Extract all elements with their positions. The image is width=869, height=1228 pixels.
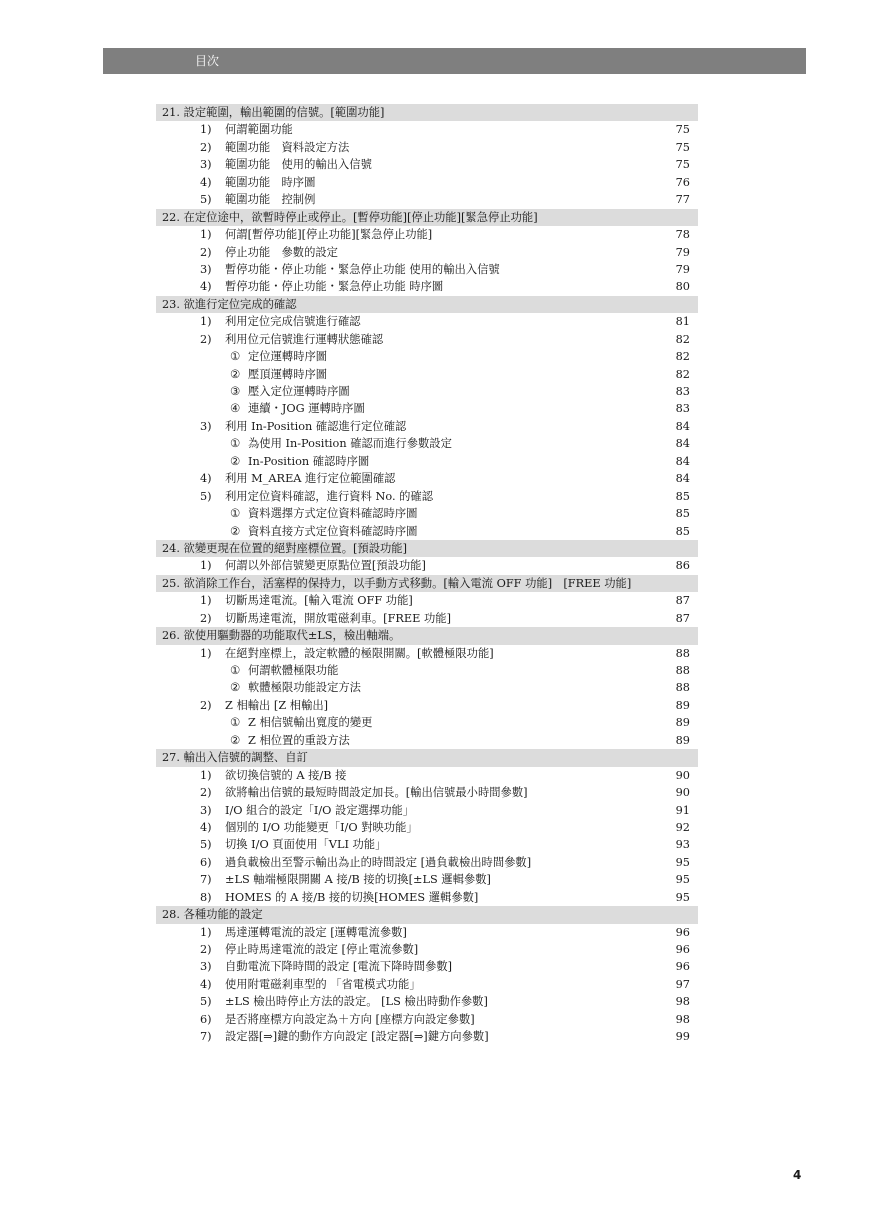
item-page-number: 86 — [675, 559, 690, 573]
circled-number: ① — [230, 437, 241, 451]
item-title: HOMES 的 A 接/B 接的切換[HOMES 邏輯參數] — [225, 890, 479, 904]
item-page-number: 75 — [675, 140, 690, 154]
toc-item[interactable] — [156, 470, 698, 487]
item-title: Z 相信號輸出寬度的變更 — [248, 716, 373, 730]
item-number: 1) — [200, 123, 212, 137]
item-page-number: 88 — [675, 646, 690, 660]
item-title: 個別的 I/O 功能變更「I/O 對映功能」 — [225, 820, 418, 834]
toc-section-heading[interactable] — [156, 104, 698, 121]
section-title: 22. 在定位途中，欲暫時停止或停止。[暫停功能][停止功能][緊急停止功能] — [162, 210, 538, 224]
toc-item[interactable] — [156, 819, 698, 836]
item-number: 2) — [200, 332, 212, 346]
toc-item[interactable] — [156, 331, 698, 348]
item-number: 1) — [200, 315, 212, 329]
toc-item[interactable] — [156, 941, 698, 958]
item-title: 範圍功能 資料設定方法 — [225, 140, 350, 154]
header-bar — [103, 48, 806, 74]
toc-item[interactable] — [156, 156, 698, 173]
section-title: 28. 各種功能的設定 — [162, 908, 263, 922]
toc-subitem[interactable] — [156, 435, 698, 452]
item-title: 欲切換信號的 A 接/B 接 — [225, 768, 347, 782]
item-page-number: 85 — [675, 489, 690, 503]
item-title: 範圍功能 控制例 — [225, 193, 316, 207]
item-title: 停止時馬達電流的設定 [停止電流參數] — [225, 943, 419, 956]
toc-item[interactable] — [156, 139, 698, 156]
toc-item[interactable] — [156, 854, 698, 871]
item-page-number: 75 — [675, 123, 690, 137]
circled-number: ③ — [230, 385, 241, 398]
toc-section-heading[interactable] — [156, 627, 698, 644]
item-page-number: 96 — [675, 925, 690, 939]
item-number: 4) — [200, 472, 212, 486]
toc-item[interactable] — [156, 488, 698, 505]
toc-item[interactable] — [156, 645, 698, 662]
item-title: 暫停功能・停止功能・緊急停止功能 使用的輸出入信號 — [225, 262, 500, 276]
item-number: 4) — [200, 175, 212, 189]
item-page-number: 87 — [675, 611, 690, 625]
toc-subitem[interactable] — [156, 679, 698, 696]
toc-item[interactable] — [156, 592, 698, 609]
item-page-number: 77 — [675, 193, 690, 207]
toc-item[interactable] — [156, 958, 698, 975]
item-number: 5) — [200, 995, 212, 1009]
circled-number: ② — [230, 454, 241, 468]
section-title: 25. 欲消除工作台，活塞桿的保持力，以手動方式移動。[輸入電流 OFF 功能] [FREE 功能] — [162, 576, 632, 590]
item-title: 切斷馬達電流，開放電磁剎車。[FREE 功能] — [225, 611, 451, 625]
toc-item[interactable] — [156, 802, 698, 819]
item-title: Z 相位置的重設方法 — [248, 733, 350, 747]
toc-item[interactable] — [156, 871, 698, 888]
item-title: 資料選擇方式定位資料確認時序圖 — [248, 507, 418, 521]
item-page-number: 92 — [675, 820, 690, 834]
item-number: 1) — [200, 646, 212, 660]
item-title: 壓頂運轉時序圖 — [248, 367, 328, 381]
item-page-number: 93 — [675, 838, 690, 852]
item-page-number: 81 — [675, 315, 690, 329]
item-number: 2) — [200, 245, 212, 259]
item-page-number: 82 — [675, 350, 690, 364]
item-number: 2) — [200, 698, 212, 712]
toc-item[interactable] — [156, 784, 698, 801]
table-of-contents — [156, 104, 698, 1046]
item-number: 2) — [200, 943, 212, 956]
toc-item[interactable] — [156, 697, 698, 714]
item-page-number: 87 — [675, 594, 690, 608]
item-title: ±LS 檢出時停止方法的設定。 [LS 檢出時動作參數] — [225, 995, 488, 1009]
item-title: 自動電流下降時間的設定 [電流下降時間參數] — [225, 960, 453, 974]
item-number: 7) — [200, 873, 212, 887]
section-title: 21. 設定範圍，輸出範圍的信號。[範圍功能] — [162, 106, 385, 119]
item-title: 切換 I/O 頁面使用「VLI 功能」 — [225, 838, 387, 852]
item-title: 停止功能 參數的設定 — [225, 245, 338, 259]
page-title: 目次 — [195, 54, 220, 68]
item-title: 暫停功能・停止功能・緊急停止功能 時序圖 — [225, 280, 444, 294]
toc-subitem[interactable] — [156, 662, 698, 679]
item-title: 何謂[暫停功能][停止功能][緊急停止功能] — [225, 228, 433, 242]
item-number: 4) — [200, 280, 212, 294]
item-page-number: 82 — [675, 332, 690, 346]
item-page-number: 90 — [675, 786, 690, 800]
toc-item[interactable] — [156, 261, 698, 278]
circled-number: ① — [230, 507, 241, 521]
section-title: 27. 輸出入信號的調整、自訂 — [162, 751, 308, 765]
toc-item[interactable] — [156, 1028, 698, 1045]
circled-number: ② — [230, 367, 241, 381]
item-page-number: 98 — [675, 1012, 690, 1026]
circled-number: ② — [230, 524, 241, 538]
circled-number: ② — [230, 681, 241, 695]
item-page-number: 83 — [675, 402, 690, 416]
item-page-number: 95 — [675, 890, 690, 904]
item-title: 利用位元信號進行運轉狀態確認 — [225, 332, 384, 346]
item-number: 3) — [200, 262, 212, 276]
item-number: 6) — [200, 855, 212, 869]
item-page-number: 96 — [675, 943, 690, 956]
item-page-number: 83 — [675, 385, 690, 398]
item-page-number: 80 — [675, 280, 690, 294]
toc-subitem[interactable] — [156, 523, 698, 540]
item-title: 壓入定位運轉時序圖 — [248, 385, 350, 398]
item-number: 1) — [200, 925, 212, 939]
toc-subitem[interactable] — [156, 732, 698, 749]
item-title: 設定器[⇒]鍵的動作方向設定 [設定器[⇒]鍵方向參數] — [225, 1030, 489, 1044]
toc-item[interactable] — [156, 418, 698, 435]
toc-item[interactable] — [156, 226, 698, 243]
item-page-number: 98 — [675, 995, 690, 1009]
item-page-number: 89 — [675, 716, 690, 730]
toc-subitem[interactable] — [156, 453, 698, 470]
toc-item[interactable] — [156, 924, 698, 941]
item-number: 3) — [200, 158, 212, 172]
toc-item[interactable] — [156, 836, 698, 853]
item-page-number: 90 — [675, 768, 690, 782]
item-number: 3) — [200, 419, 212, 433]
item-page-number: 76 — [675, 175, 690, 189]
item-title: 利用定位資料確認，進行資料 No. 的確認 — [225, 489, 434, 503]
item-number: 3) — [200, 803, 212, 817]
item-title: 連續・JOG 運轉時序圖 — [248, 402, 365, 416]
item-page-number: 89 — [675, 733, 690, 747]
item-title: 欲將輸出信號的最短時間設定加長。[輸出信號最小時間參數] — [225, 786, 528, 800]
item-page-number: 84 — [675, 437, 690, 451]
section-title: 24. 欲變更現在位置的絕對座標位置。[預設功能] — [162, 541, 408, 555]
item-page-number: 84 — [675, 472, 690, 486]
item-number: 5) — [200, 193, 212, 207]
item-page-number: 84 — [675, 454, 690, 468]
item-number: 1) — [200, 228, 212, 242]
item-title: ±LS 軸端極限開關 A 接/B 接的切換[±LS 邏輯參數] — [225, 873, 491, 887]
circled-number: ① — [230, 716, 241, 730]
toc-item[interactable] — [156, 557, 698, 574]
circled-number: ② — [230, 733, 241, 747]
item-number: 4) — [200, 820, 212, 834]
item-number: 5) — [200, 489, 212, 503]
item-number: 1) — [200, 594, 212, 608]
item-page-number: 84 — [675, 419, 690, 433]
toc-item[interactable] — [156, 1011, 698, 1028]
item-number: 1) — [200, 768, 212, 782]
item-page-number: 88 — [675, 681, 690, 695]
toc-subitem[interactable] — [156, 505, 698, 522]
item-number: 7) — [200, 1030, 212, 1044]
item-title: 切斷馬達電流。[輸入電流 OFF 功能] — [225, 594, 413, 608]
item-title: In-Position 確認時序圖 — [248, 454, 370, 468]
item-page-number: 78 — [675, 228, 690, 242]
item-number: 5) — [200, 838, 212, 852]
item-page-number: 75 — [675, 158, 690, 172]
item-number: 8) — [200, 890, 212, 904]
item-title: 何謂以外部信號變更原點位置[預設功能] — [225, 559, 426, 573]
item-title: 軟體極限功能設定方法 — [248, 681, 361, 695]
item-page-number: 79 — [675, 245, 690, 259]
section-title: 23. 欲進行定位完成的確認 — [162, 297, 297, 311]
item-title: 利用定位完成信號進行確認 — [225, 315, 361, 329]
item-page-number: 85 — [675, 507, 690, 521]
item-title: 何謂軟體極限功能 — [248, 664, 339, 677]
section-title: 26. 欲使用驅動器的功能取代±LS，檢出軸端。 — [162, 629, 401, 643]
toc-item[interactable] — [156, 244, 698, 261]
item-title: 資料直接方式定位資料確認時序圖 — [248, 524, 418, 538]
item-title: 馬達運轉電流的設定 [運轉電流參數] — [225, 925, 407, 939]
item-title: 是否將座標方向設定為＋方向 [座標方向設定參數] — [225, 1012, 475, 1026]
item-title: 利用 M_AREA 進行定位範圍確認 — [225, 472, 396, 486]
item-title: 何謂範圍功能 — [225, 123, 293, 137]
item-title: 定位運轉時序圖 — [248, 350, 328, 364]
item-title: 使用附電磁剎車型的 「省電模式功能」 — [225, 977, 421, 991]
item-page-number: 88 — [675, 664, 690, 677]
toc-item[interactable] — [156, 313, 698, 330]
item-page-number: 95 — [675, 855, 690, 869]
item-page-number: 82 — [675, 367, 690, 381]
toc-section-heading[interactable] — [156, 540, 698, 557]
toc-section-heading[interactable] — [156, 296, 698, 313]
toc-subitem[interactable] — [156, 400, 698, 417]
item-number: 3) — [200, 960, 212, 974]
item-page-number: 95 — [675, 873, 690, 887]
item-title: Z 相輸出 [Z 相輸出] — [225, 698, 329, 712]
toc-item[interactable] — [156, 976, 698, 993]
item-number: 6) — [200, 1012, 212, 1026]
toc-item[interactable] — [156, 278, 698, 295]
item-page-number: 79 — [675, 262, 690, 276]
item-number: 2) — [200, 786, 212, 800]
toc-subitem[interactable] — [156, 714, 698, 731]
item-number: 2) — [200, 140, 212, 154]
item-title: I/O 組合的設定「I/O 設定選擇功能」 — [225, 803, 415, 817]
item-page-number: 99 — [675, 1030, 690, 1044]
item-title: 範圍功能 時序圖 — [225, 175, 316, 189]
toc-item[interactable] — [156, 191, 698, 208]
item-page-number: 91 — [675, 803, 690, 817]
toc-subitem[interactable] — [156, 383, 698, 400]
circled-number: ① — [230, 350, 241, 364]
toc-section-heading[interactable] — [156, 906, 698, 923]
item-number: 2) — [200, 611, 212, 625]
item-number: 4) — [200, 977, 212, 991]
item-title: 利用 In-Position 確認進行定位確認 — [225, 419, 407, 433]
item-page-number: 97 — [675, 977, 690, 991]
toc-section-heading[interactable] — [156, 209, 698, 226]
circled-number: ① — [230, 664, 241, 677]
toc-item[interactable] — [156, 174, 698, 191]
toc-item[interactable] — [156, 993, 698, 1010]
toc-subitem[interactable] — [156, 348, 698, 365]
item-title: 過負載檢出至警示輸出為止的時間設定 [過負載檢出時間參數] — [225, 855, 532, 869]
toc-item[interactable] — [156, 121, 698, 138]
item-number: 1) — [200, 559, 212, 573]
toc-subitem[interactable] — [156, 366, 698, 383]
page-number: 4 — [793, 1168, 802, 1182]
item-page-number: 89 — [675, 698, 690, 712]
toc-section-heading[interactable] — [156, 749, 698, 766]
item-title: 範圍功能 使用的輸出入信號 — [225, 158, 372, 172]
toc-item[interactable] — [156, 610, 698, 627]
item-title: 為使用 In-Position 確認而進行參數設定 — [248, 437, 452, 451]
toc-item[interactable] — [156, 889, 698, 906]
item-page-number: 85 — [675, 524, 690, 538]
item-title: 在絕對座標上，設定軟體的極限開關。[軟體極限功能] — [225, 646, 494, 660]
circled-number: ④ — [230, 402, 241, 416]
toc-section-heading[interactable] — [156, 575, 698, 592]
item-page-number: 96 — [675, 960, 690, 974]
toc-item[interactable] — [156, 767, 698, 784]
